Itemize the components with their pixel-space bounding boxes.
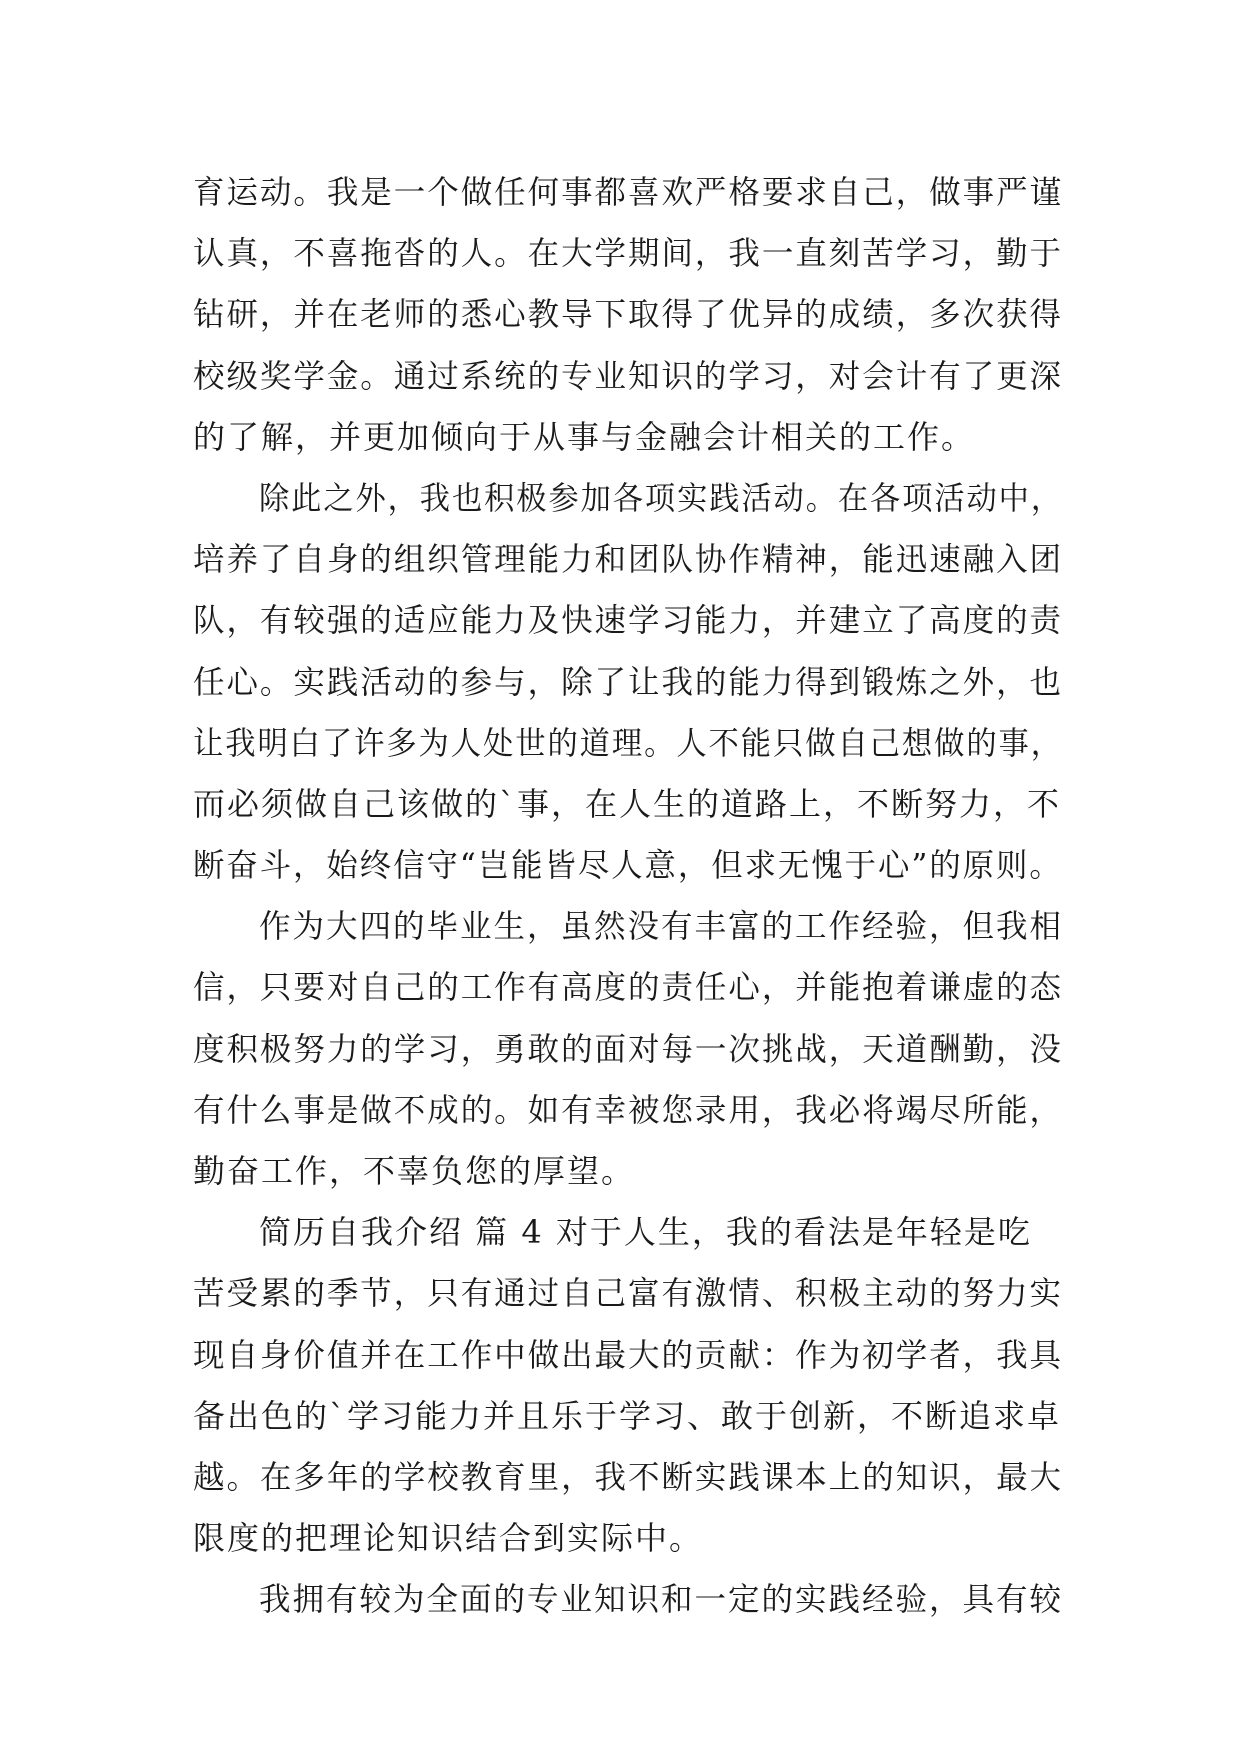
- text-line: 有什么事是做不成的。如有幸被您录用，我必将竭尽所能，: [193, 1090, 1064, 1129]
- text-line: 而必须做自己该做的`事，在人生的道路上，不断努力，不: [193, 784, 1062, 823]
- text-line: 限度的把理论知识结合到实际中。: [193, 1519, 704, 1558]
- text-line: 勤奋工作，不辜负您的厚望。: [193, 1152, 636, 1190]
- text-line: 让我明白了许多为人处世的道理。人不能只做自己想做的事，: [193, 723, 1064, 762]
- text-line: 越。在多年的学校教育里，我不断实践课本上的知识，最大: [193, 1457, 1064, 1496]
- text-line: 任心。实践活动的参与，除了让我的能力得到锻炼之外，也: [193, 662, 1064, 701]
- text-line: 培养了自身的组织管理能力和团队协作精神，能迅速融入团: [193, 540, 1064, 579]
- text-line: 备出色的`学习能力并且乐于学习、敢于创新，不断追求卓: [193, 1396, 1062, 1435]
- text-line: 育运动。我是一个做任何事都喜欢严格要求自己，做事严谨: [193, 173, 1064, 211]
- text-line: 现自身价值并在工作中做出最大的贡献：作为初学者，我具: [193, 1335, 1064, 1374]
- text-line: 简历自我介绍 篇 4 对于人生，我的看法是年轻是吃: [259, 1213, 1032, 1252]
- body-text: [193, 162, 1063, 1631]
- text-line: 断奋斗，始终信守“岂能皆尽人意，但求无愧于心”的原则。: [193, 846, 1063, 885]
- text-line: 度积极努力的学习，勇敢的面对每一次挑战，天道酬勤，没: [193, 1029, 1064, 1068]
- text-line: 苦受累的季节，只有通过自己富有激情、积极主动的努力实: [193, 1274, 1064, 1313]
- text-line: 认真，不喜拖沓的人。在大学期间，我一直刻苦学习，勤于: [193, 234, 1064, 273]
- text-line: 校级奖学金。通过系统的专业知识的学习，对会计有了更深: [193, 356, 1064, 395]
- text-line: 除此之外，我也积极参加各项实践活动。在各项活动中，: [259, 478, 1064, 517]
- text-line: 的了解，并更加倾向于从事与金融会计相关的工作。: [193, 417, 976, 456]
- text-line: 钻研，并在老师的悉心教导下取得了优异的成绩，多次获得: [193, 295, 1064, 334]
- text-line: 我拥有较为全面的专业知识和一定的实践经验，具有较: [259, 1580, 1064, 1619]
- text-line: 作为大四的毕业生，虽然没有丰富的工作经验，但我相: [259, 907, 1064, 946]
- text-line: 信，只要对自己的工作有高度的责任心，并能抱着谦虚的态: [193, 968, 1064, 1007]
- text-line: 队，有较强的适应能力及快速学习能力，并建立了高度的责: [193, 601, 1064, 640]
